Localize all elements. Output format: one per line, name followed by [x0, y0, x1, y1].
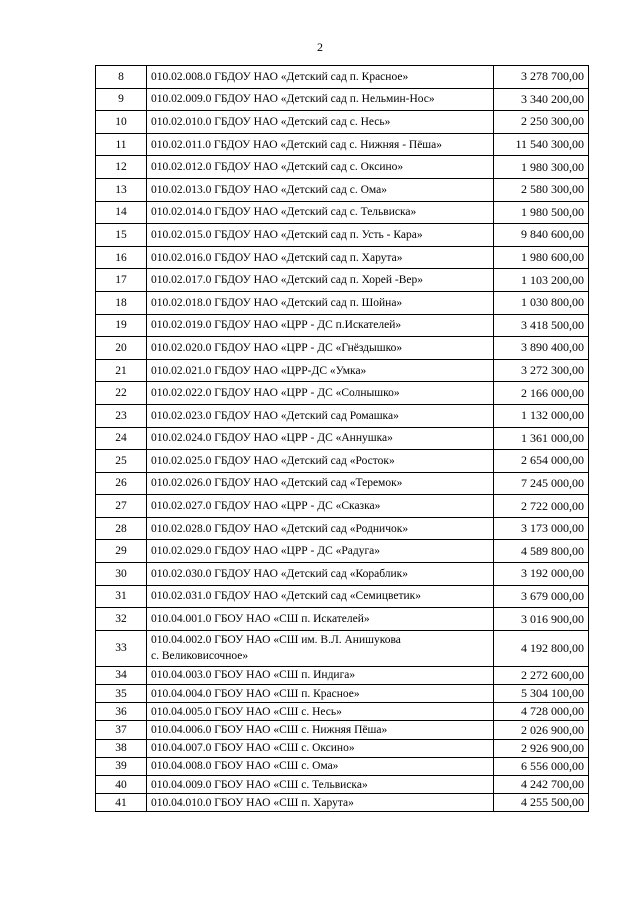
table-row — [96, 517, 589, 540]
institution-name: 010.02.025.0 ГБДОУ НАО «Детский сад «Росток» — [147, 450, 494, 473]
institution-name: 010.04.009.0 ГБОУ НАО «СШ с. Тельвиска» — [147, 775, 494, 793]
amount: 4 255 500,00 — [494, 794, 589, 812]
amount: 1 103 200,00 — [494, 269, 589, 292]
table-row — [96, 666, 589, 684]
table-row — [96, 382, 589, 405]
institution-name: 010.02.022.0 ГБДОУ НАО «ЦРР - ДС «Солнышко» — [147, 382, 494, 405]
amount: 4 242 700,00 — [494, 775, 589, 793]
table-body — [96, 66, 589, 812]
row-number: 9 — [96, 88, 147, 111]
table-row — [96, 739, 589, 757]
row-number: 21 — [96, 359, 147, 382]
page-number: 2 — [317, 40, 323, 54]
amount: 1 980 500,00 — [494, 201, 589, 224]
row-number: 30 — [96, 563, 147, 586]
institution-name: 010.02.023.0 ГБДОУ НАО «Детский сад Ромашка» — [147, 404, 494, 427]
row-number: 33 — [96, 630, 147, 666]
institution-name: 010.04.005.0 ГБОУ НАО «СШ с. Несь» — [147, 703, 494, 721]
amount: 3 418 500,00 — [494, 314, 589, 337]
row-number: 11 — [96, 133, 147, 156]
table-row — [96, 224, 589, 247]
table-row — [96, 472, 589, 495]
row-number: 23 — [96, 404, 147, 427]
amount: 2 926 900,00 — [494, 739, 589, 757]
amount: 2 250 300,00 — [494, 111, 589, 134]
institution-name: 010.02.015.0 ГБДОУ НАО «Детский сад п. Усть - Кара» — [147, 224, 494, 247]
row-number: 34 — [96, 666, 147, 684]
amount: 2 026 900,00 — [494, 721, 589, 739]
row-number: 38 — [96, 739, 147, 757]
amount: 3 679 000,00 — [494, 585, 589, 608]
institution-name: 010.02.012.0 ГБДОУ НАО «Детский сад с. Оксино» — [147, 156, 494, 179]
table-row — [96, 540, 589, 563]
amount: 1 980 600,00 — [494, 246, 589, 269]
institution-name: 010.02.009.0 ГБДОУ НАО «Детский сад п. Нельмин-Нос» — [147, 88, 494, 111]
row-number: 41 — [96, 794, 147, 812]
table-row — [96, 757, 589, 775]
amount: 3 340 200,00 — [494, 88, 589, 111]
amount: 3 278 700,00 — [494, 66, 589, 89]
table-row — [96, 450, 589, 473]
row-number: 20 — [96, 337, 147, 360]
institution-name-line-2: с. Великовисочное» — [151, 650, 249, 663]
row-number: 19 — [96, 314, 147, 337]
amount: 1 030 800,00 — [494, 291, 589, 314]
amount: 5 304 100,00 — [494, 685, 589, 703]
table-row — [96, 721, 589, 739]
institution-name: 010.04.007.0 ГБОУ НАО «СШ с. Оксино» — [147, 739, 494, 757]
table-row — [96, 269, 589, 292]
row-number: 36 — [96, 703, 147, 721]
row-number: 28 — [96, 517, 147, 540]
row-number: 16 — [96, 246, 147, 269]
table-row — [96, 201, 589, 224]
amount: 11 540 300,00 — [494, 133, 589, 156]
row-number: 17 — [96, 269, 147, 292]
table-row — [96, 404, 589, 427]
table-row — [96, 685, 589, 703]
amount: 3 272 300,00 — [494, 359, 589, 382]
institution-name: 010.02.016.0 ГБДОУ НАО «Детский сад п. Харута» — [147, 246, 494, 269]
amount: 4 192 800,00 — [494, 630, 589, 666]
amount: 6 556 000,00 — [494, 757, 589, 775]
table-row — [96, 337, 589, 360]
amount: 2 654 000,00 — [494, 450, 589, 473]
table-row — [96, 608, 589, 631]
table-row — [96, 314, 589, 337]
table-row — [96, 246, 589, 269]
institution-name: 010.02.028.0 ГБДОУ НАО «Детский сад «Родничок» — [147, 517, 494, 540]
amount: 3 192 000,00 — [494, 563, 589, 586]
amount: 3 016 900,00 — [494, 608, 589, 631]
table-row — [96, 585, 589, 608]
table-row — [96, 427, 589, 450]
row-number: 22 — [96, 382, 147, 405]
amount: 1 361 000,00 — [494, 427, 589, 450]
row-number: 18 — [96, 291, 147, 314]
row-number: 8 — [96, 66, 147, 89]
institution-name: 010.04.001.0 ГБОУ НАО «СШ п. Искателей» — [147, 608, 494, 631]
table-row — [96, 703, 589, 721]
row-number: 13 — [96, 178, 147, 201]
amount: 2 580 300,00 — [494, 178, 589, 201]
institution-name: 010.02.011.0 ГБДОУ НАО «Детский сад с. Нижняя - Пёша» — [147, 133, 494, 156]
row-number: 29 — [96, 540, 147, 563]
table-row — [96, 359, 589, 382]
institution-name: 010.02.018.0 ГБДОУ НАО «Детский сад п. Шойна» — [147, 291, 494, 314]
institution-name: 010.02.010.0 ГБДОУ НАО «Детский сад с. Несь» — [147, 111, 494, 134]
row-number: 31 — [96, 585, 147, 608]
institution-name: 010.02.029.0 ГБДОУ НАО «ЦРР - ДС «Радуга» — [147, 540, 494, 563]
institution-name: 010.02.031.0 ГБДОУ НАО «Детский сад «Семицветик» — [147, 585, 494, 608]
institution-name: 010.04.010.0 ГБОУ НАО «СШ п. Харута» — [147, 794, 494, 812]
table-row — [96, 630, 589, 666]
amount: 2 272 600,00 — [494, 666, 589, 684]
table-row — [96, 133, 589, 156]
table-row — [96, 563, 589, 586]
row-number: 40 — [96, 775, 147, 793]
row-number: 37 — [96, 721, 147, 739]
institution-name: 010.04.003.0 ГБОУ НАО «СШ п. Индига» — [147, 666, 494, 684]
row-number: 35 — [96, 685, 147, 703]
amount: 2 722 000,00 — [494, 495, 589, 518]
institution-name: 010.02.024.0 ГБДОУ НАО «ЦРР - ДС «Аннушка» — [147, 427, 494, 450]
row-number: 12 — [96, 156, 147, 179]
amount: 4 589 800,00 — [494, 540, 589, 563]
amount: 7 245 000,00 — [494, 472, 589, 495]
institution-name: 010.04.004.0 ГБОУ НАО «СШ п. Красное» — [147, 685, 494, 703]
amount: 1 980 300,00 — [494, 156, 589, 179]
amount: 9 840 600,00 — [494, 224, 589, 247]
row-number: 25 — [96, 450, 147, 473]
institution-name: 010.02.021.0 ГБДОУ НАО «ЦРР-ДС «Умка» — [147, 359, 494, 382]
institution-name: 010.02.017.0 ГБДОУ НАО «Детский сад п. Хорей -Вер» — [147, 269, 494, 292]
amount: 4 728 000,00 — [494, 703, 589, 721]
row-number: 39 — [96, 757, 147, 775]
table-row — [96, 495, 589, 518]
amount: 3 890 400,00 — [494, 337, 589, 360]
row-number: 15 — [96, 224, 147, 247]
table-row — [96, 794, 589, 812]
row-number: 27 — [96, 495, 147, 518]
institution-name: 010.04.006.0 ГБОУ НАО «СШ с. Нижняя Пёша» — [147, 721, 494, 739]
institution-name: 010.04.008.0 ГБОУ НАО «СШ с. Ома» — [147, 757, 494, 775]
row-number: 14 — [96, 201, 147, 224]
amount: 2 166 000,00 — [494, 382, 589, 405]
row-number: 32 — [96, 608, 147, 631]
institution-name: 010.02.020.0 ГБДОУ НАО «ЦРР - ДС «Гнёздышко» — [147, 337, 494, 360]
table-row — [96, 111, 589, 134]
institution-name-line-1: 010.04.002.0 ГБОУ НАО «СШ им. В.Л. Анишукова — [151, 634, 401, 647]
table-row — [96, 156, 589, 179]
table-row — [96, 66, 589, 89]
institution-name: 010.02.030.0 ГБДОУ НАО «Детский сад «Кораблик» — [147, 563, 494, 586]
institution-name: 010.02.027.0 ГБДОУ НАО «ЦРР - ДС «Сказка» — [147, 495, 494, 518]
row-number: 26 — [96, 472, 147, 495]
amount: 3 173 000,00 — [494, 517, 589, 540]
table-row — [96, 291, 589, 314]
table-row — [96, 775, 589, 793]
institution-name: 010.02.019.0 ГБДОУ НАО «ЦРР - ДС п.Искателей» — [147, 314, 494, 337]
institution-name: 010.02.008.0 ГБДОУ НАО «Детский сад п. Красное» — [147, 66, 494, 89]
table-row — [96, 178, 589, 201]
institution-name: 010.02.026.0 ГБДОУ НАО «Детский сад «Теремок» — [147, 472, 494, 495]
institution-name: 010.02.014.0 ГБДОУ НАО «Детский сад с. Тельвиска» — [147, 201, 494, 224]
table-row — [96, 88, 589, 111]
institution-name — [147, 630, 494, 666]
institution-name: 010.02.013.0 ГБДОУ НАО «Детский сад с. Ома» — [147, 178, 494, 201]
row-number: 24 — [96, 427, 147, 450]
budget-table — [95, 65, 589, 812]
row-number: 10 — [96, 111, 147, 134]
amount: 1 132 000,00 — [494, 404, 589, 427]
